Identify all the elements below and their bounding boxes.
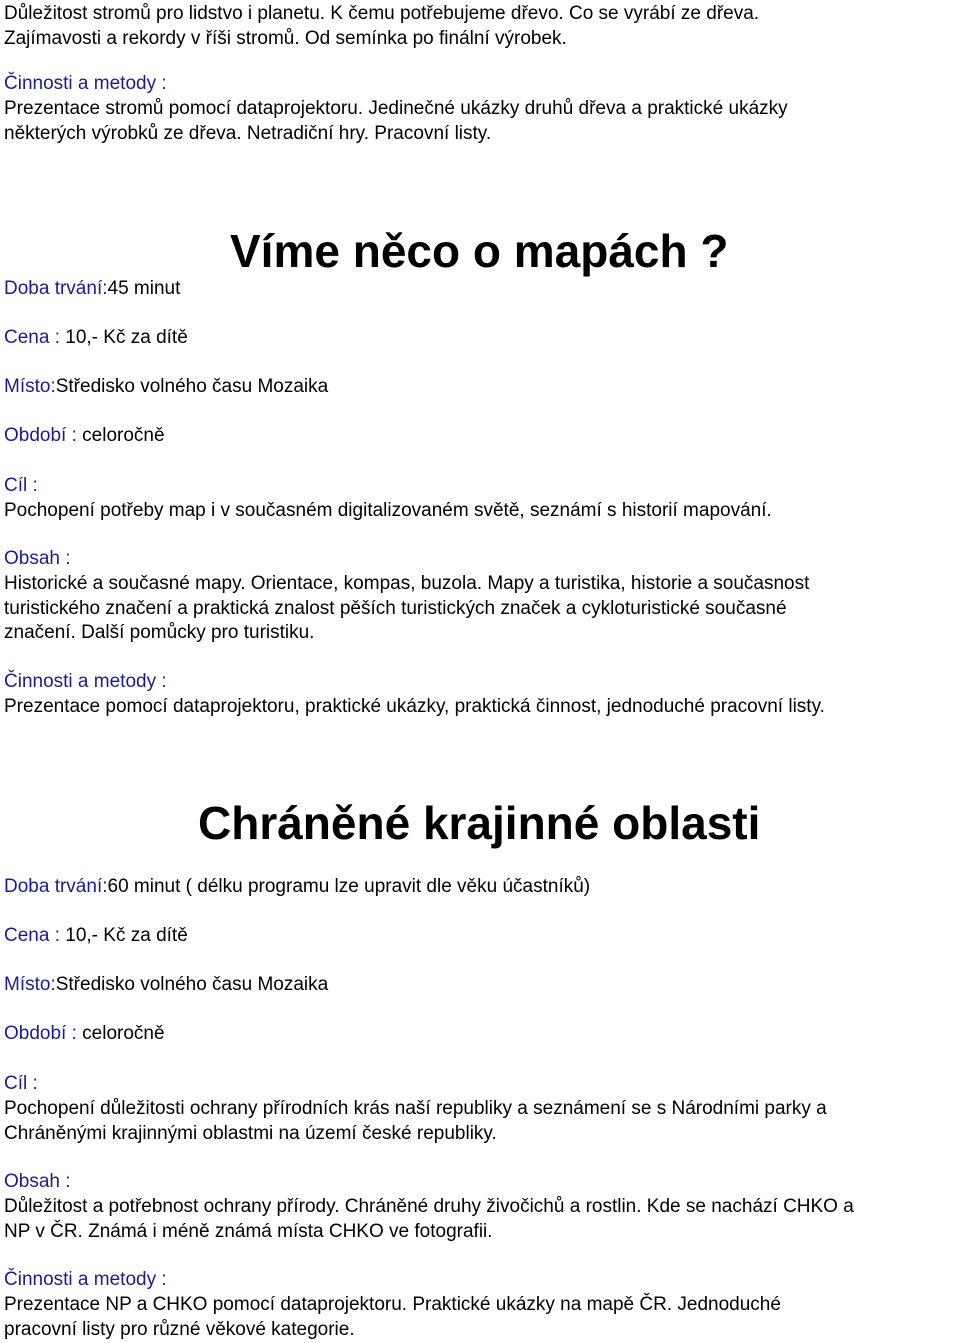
text-line: turistického značení a praktická znalost pěších turistických značek a cykloturistické současné bbox=[4, 597, 787, 619]
place-value: Středisko volného času Mozaika bbox=[55, 376, 329, 397]
price-value: 10,- Kč za dítě bbox=[65, 925, 188, 946]
activities-label: Činnosti a metody : bbox=[4, 671, 167, 692]
activities-label: Činnosti a metody : bbox=[4, 73, 167, 94]
price-row bbox=[4, 924, 188, 949]
price-row bbox=[4, 326, 188, 351]
activities-label: Činnosti a metody : bbox=[4, 1269, 167, 1290]
place-row bbox=[4, 375, 328, 400]
content-text bbox=[4, 1195, 960, 1244]
content-text bbox=[4, 572, 960, 646]
place-label: Místo: bbox=[4, 376, 56, 397]
place-row bbox=[4, 973, 328, 998]
price-value: 10,- Kč za dítě bbox=[65, 327, 188, 348]
period-row bbox=[4, 1022, 165, 1047]
content-label: Obsah : bbox=[4, 548, 71, 569]
period-label: Období : bbox=[4, 425, 77, 446]
text-line: Důležitost a potřebnost ochrany přírody. Chráněné druhy živočichů a rostlin. Kde se nachází CHKO a bbox=[4, 1196, 854, 1217]
content-label: Obsah : bbox=[4, 1171, 71, 1192]
period-label: Období : bbox=[4, 1023, 77, 1044]
period-value: celoročně bbox=[82, 1023, 165, 1044]
text-line: Prezentace pomocí dataprojektoru, praktické ukázky, praktická činnost, jednoduché pracovní listy. bbox=[4, 696, 825, 717]
text-line: Chráněnými krajinnými oblastmi na území české republiky. bbox=[4, 1122, 497, 1144]
text-line: některých výrobků ze dřeva. Netradiční hry. Pracovní listy. bbox=[4, 122, 492, 144]
program-title: Víme něco o mapách ? bbox=[230, 225, 729, 277]
goal-label: Cíl : bbox=[4, 475, 38, 496]
duration-row bbox=[4, 875, 590, 900]
activities-text bbox=[4, 97, 960, 146]
period-row bbox=[4, 424, 165, 449]
text-line: Důležitost stromů pro lidstvo i planetu. K čemu potřebujeme dřevo. Co se vyrábí ze dřeva. bbox=[4, 3, 760, 24]
program-title: Chráněné krajinné oblasti bbox=[198, 797, 761, 849]
price-label: Cena : bbox=[4, 327, 60, 348]
text-line: Pochopení potřeby map i v současném digitalizovaném světě, seznámí s historií mapování. bbox=[4, 500, 772, 521]
top-content bbox=[4, 2, 960, 51]
activities-text bbox=[4, 695, 960, 720]
place-label: Místo: bbox=[4, 974, 56, 995]
duration-label: Doba trvání: bbox=[4, 278, 108, 299]
activities-text bbox=[4, 1293, 960, 1342]
text-line: značení. Další pomůcky pro turistiku. bbox=[4, 622, 315, 643]
text-line: Prezentace NP a CHKO pomocí dataprojektoru. Praktické ukázky na mapě ČR. Jednoduché bbox=[4, 1294, 781, 1315]
goal-label: Cíl : bbox=[4, 1073, 38, 1094]
duration-value: 60 minut ( délku programu lze upravit dle věku účastníků) bbox=[107, 876, 591, 897]
text-line: Prezentace stromů pomocí dataprojektoru. Jedinečné ukázky druhů dřeva a praktické ukázky bbox=[4, 98, 788, 119]
period-value: celoročně bbox=[82, 425, 165, 446]
goal-text bbox=[4, 499, 960, 524]
text-line: Zajímavosti a rekordy v říši stromů. Od semínka po finální výrobek. bbox=[4, 27, 567, 49]
text-line: Historické a současné mapy. Orientace, kompas, buzola. Mapy a turistika, historie a současnost bbox=[4, 573, 810, 594]
text-line: Pochopení důležitosti ochrany přírodních krás naší republiky a seznámení se s Národními parky a bbox=[4, 1098, 827, 1119]
text-line: NP v ČR. Známá i méně známá místa CHKO ve fotografii. bbox=[4, 1220, 493, 1242]
price-label: Cena : bbox=[4, 925, 60, 946]
duration-label: Doba trvání: bbox=[4, 876, 108, 897]
duration-value: 45 minut bbox=[107, 278, 181, 299]
duration-row bbox=[4, 277, 180, 302]
text-line: pracovní listy pro různé věkové kategorie. bbox=[4, 1318, 355, 1340]
place-value: Středisko volného času Mozaika bbox=[55, 974, 329, 995]
goal-text bbox=[4, 1097, 960, 1146]
